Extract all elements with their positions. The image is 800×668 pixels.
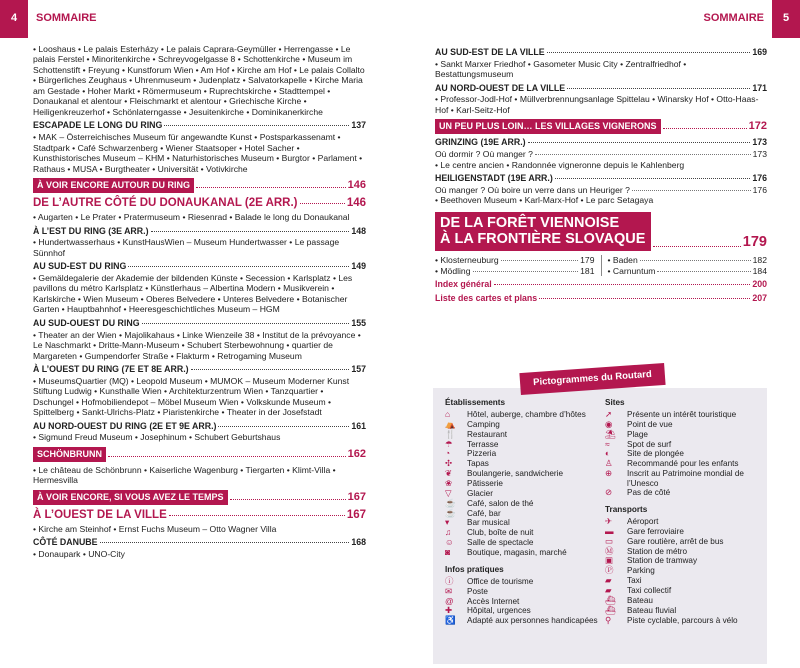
toc-entry-modling[interactable] [435,266,595,276]
leader-dots [632,190,751,191]
est-text: • Hundertwasserhaus • KunstHausWien – Museum Hundertwasser • Le passage Sünnhof [33,237,340,258]
legend-item-label: Station de tramway [627,556,698,566]
toc-label: AU SUD-EST DE LA VILLE [435,47,545,57]
viewpoint-icon: ◉ [605,418,613,429]
legend-list-sites [605,410,765,498]
legend-item [605,488,765,498]
legend-item [445,538,605,548]
interest-icon: ➚ [605,409,613,419]
pizza-icon: ◔ [445,448,451,459]
toc-page: 169 [752,47,767,57]
schonbrunn-text: • Le château de Schönbrunn • Kaiserliche Wagenburg • Tiergarten • Klimt-Villa • Hermesvilla [33,464,336,486]
legend-list-transports [605,517,765,625]
diving-icon: ◐ [605,448,611,459]
leader-dots [555,178,751,179]
leader-dots [567,88,750,89]
legend-item [445,420,605,430]
bakery-icon: ❦ [445,468,453,479]
toc-entry-sudest[interactable] [33,261,366,272]
heiligenstadt-text: • Beethoven Museum • Karl-Marx-Hof • Le parc Setagaya [435,195,654,206]
legend-item-label: Station de métro [627,546,688,556]
toc-page: 146 [347,178,366,191]
toc-page: 200 [752,279,767,290]
toc-page: 161 [351,420,366,431]
leader-dots [169,515,345,516]
beach-icon: ⛱ [605,428,616,439]
legend-item-label: Club, boîte de nuit [467,528,534,538]
toc-label: • Baden [607,255,638,266]
legend-item-label: Bateau fluvial [627,605,677,615]
grinzing-text: • Le centre ancien • Randonnée vigneronne depuis le Kahlenberg [435,159,685,170]
escapade-text: • MAK – Österreichisches Museum für angewandte Kunst • Postsparkassenamt • Stadtpark • Café Schwarzenberg • Wiener Staatsoper • Hotel Sacher • Kunsthistorisches Museum – KHM • Naturhistorisches Museum • Burgtor • Parlament • Rathaus • MUSA • Burgtheater • Universität • Votivkirche [33,132,363,174]
leader-dots [663,128,747,129]
legend-item [605,430,765,440]
surf-icon: ≈ [605,438,610,449]
toc-label: HEILIGENSTADT (19E ARR.) [435,173,553,184]
leader-dots [640,260,751,261]
tram-icon: ▣ [605,555,614,566]
toc-entry-grinzing[interactable] [435,137,767,148]
tapas-icon: ✣ [445,458,453,469]
toc-entry-cartes[interactable] [435,293,767,304]
toc-page: 167 [346,508,366,521]
pictogram-legend [433,369,767,664]
hotel-icon: ⌂ [445,409,451,419]
legend-item-label: Pizzeria [467,449,497,459]
legend-item [445,469,605,479]
leader-dots [108,456,346,457]
toc-label: DE L’AUTRE CÔTÉ DU DONAUKANAL (2E ARR.) [33,197,298,210]
ouest-ville-text: • Kirche am Steinhof • Ernst Fuchs Museum – Otto Wagner Villa [33,523,277,534]
sudouest-text: • Theater an der Wien • Majolikahaus • Linke Wienzeile 38 • Institut de la prévoyance • Le Naschmarkt • Dritte-Mann-Museum • Schubert Sterbewohnung • quartier de Margareten • Gumpendorfer Straße • Flakturm • Retrogaming Museum [33,329,361,361]
legend-item [605,566,765,576]
toc-entry-donaukanal[interactable] [33,196,366,210]
cocktail-icon: ▾ [445,517,450,528]
legend-item-label: Aéroport [627,517,659,527]
leader-dots [547,52,751,53]
toc-page: 176 [752,184,767,195]
leader-dots [196,187,346,188]
toc-page: 171 [752,82,767,93]
toc-entry-est[interactable] [33,226,366,237]
toc-entry-index[interactable] [435,279,767,290]
foret-items-col-b [602,255,768,276]
leader-dots [142,323,350,324]
legend-item-label: Présente un intérêt touristique [627,410,737,419]
nightclub-icon: ♫ [445,527,452,538]
legend-item [445,410,605,420]
toc-entry-heiligenstadt[interactable] [435,173,767,184]
terrace-icon: ☂ [445,438,453,449]
toc-page: 172 [748,120,767,133]
toc-page: 179 [580,255,595,266]
legend-item-label: Gare ferroviaire [627,526,684,536]
legend-item-label: Salle de spectacle [467,538,534,548]
leader-dots [653,246,740,247]
toc-page: 149 [351,261,366,272]
legend-item-label: Tapas [467,459,489,469]
toc-entry-sudest-ville[interactable] [435,47,767,58]
toc-page: 137 [351,120,366,131]
toc-label: AU SUD-EST DU RING [33,261,127,272]
toc-entry-schonbrunn[interactable] [33,447,366,462]
toc-entry-ouest[interactable] [33,364,366,375]
toc-entry-nordouest-ville[interactable] [435,83,767,94]
right-page-title: SOMMAIRE [703,12,764,25]
toc-entry-escapade[interactable] [33,120,366,131]
accessible-icon: ♿ [445,615,456,626]
sudest-ville-text: • Sankt Marxer Friedhof • Gasometer Music City • Zentralfriedhof • Bestattungsmuseum [435,58,687,80]
toc-page: 181 [580,265,595,276]
legend-item-label: Restaurant [467,429,508,439]
legend-item-label: Pas de côté [627,488,671,498]
toc-page: 173 [752,149,767,160]
foret-title-line1: DE LA FORÊT VIENNOISE [440,214,620,231]
bus-icon: ▭ [605,535,614,546]
legend-item-label: Terrasse [467,439,499,449]
train-icon: ▬ [605,525,614,536]
legend-item [605,449,765,459]
shared-taxi-icon: ▰ [605,585,612,596]
legend-heading-infos: Infos pratiques [445,564,504,574]
legend-item [445,430,605,440]
legend-item [605,576,765,586]
toc-label: ESCAPADE LE LONG DU RING [33,120,163,131]
legend-item [445,606,605,616]
toc-label: À L’EST DU RING (3E ARR.) [33,225,149,236]
foret-title-box [435,212,651,251]
toc-page: 173 [752,137,767,148]
legend-item-label: Recommandé pour les enfants [627,459,739,469]
legend-item-label: Office de tourisme [467,576,534,586]
legend-item [605,537,765,547]
toc-entry-villages[interactable] [435,119,767,134]
foret-items [435,255,767,276]
boat-icon: ⛴ [605,594,616,605]
legend-item [445,587,605,597]
toc-entry-danube[interactable] [33,537,366,548]
legend-item [445,616,605,626]
ouest-text: • MuseumsQuartier (MQ) • Leopold Museum • MUMOK – Museum Moderner Kunst Stiftung Ludwig • Kunsthalle Wien • Architekturzentrum Wien • Tanzquartier • Dschungel • Hofmobiliendepot – Möbel Museum Wien • Volkskunde Museum • Spittelberg • Sankt-Ulrichs-Platz • Piaristenkirche • Theater in der Josefstadt [33,375,350,418]
legend-item-label: Adapté aux personnes handicapées [467,616,598,626]
leader-dots [218,426,349,427]
legend-item [445,548,605,558]
toc-label: À L’OUEST DU RING (7E ET 8E ARR.) [33,364,189,375]
shop-icon: ◙ [445,547,451,558]
legend-item-label: Bateau [627,595,653,605]
toc-entry-autour[interactable] [33,178,366,193]
legend-item-label: Parking [627,566,655,576]
toc-page: 176 [752,173,767,184]
toc-entry-encore[interactable] [33,490,366,505]
leader-dots [494,284,751,285]
parking-icon: Ⓟ [605,565,614,576]
toc-label: À VOIR ENCORE, SI VOUS AVEZ LE TEMPS [33,490,228,505]
legend-item [605,420,765,430]
toc-page: 179 [742,233,767,250]
legend-item-label: Glacier [467,488,493,498]
intro-text: • Looshaus • Le palais Esterházy • Le palais Caprara-Geymüller • Herrengasse • Le palais Ferstel • Minoritenkirche • Schreyvogelgasse 8 • Schottenkirche • Museum im Schottenstift • Freyung • Kunstforum Wien • Am Hof • Kirche am Hof • Le palais Collalto • Bürgerliches Zeughaus • Uhrenmuseum • Judenplatz • Salvatorkapelle • Kirche Maria am Gestade • Hoher Markt • Römermuseum • Ruprechtskirche • Stadttempel • Donaukanal et alentour • Fleischmarkt et alentour • Griechische Kirche • Heiligenkreuzerhof • Schönlaterngasse • Jesuitenkirche • Dominikanerkirche [33,44,365,117]
toc-page: 162 [347,447,366,460]
leader-dots [539,298,750,299]
legend-item-label: Café, bar [467,508,501,518]
legend-item [605,596,765,606]
legend-item [605,517,765,527]
legend-item [605,606,765,616]
taxi-icon: ▰ [605,575,612,586]
metro-icon: Ⓜ [605,545,614,556]
pastry-icon: ❀ [445,478,453,489]
toc-label: UN PEU PLUS LOIN… LES VILLAGES VIGNERONS [435,119,661,134]
legend-item [445,509,605,519]
donaukanal-text: • Augarten • Le Prater • Pratermuseum • Riesenrad • Balade le long du Donaukanal [33,212,350,223]
toc-entry-grinzing-dormir[interactable] [435,149,767,159]
right-page-number: 5 [772,0,800,38]
legend-item [605,440,765,450]
legend-item-label: Point de vue [627,419,673,429]
toc-entry-klosterneuburg[interactable] [435,255,595,265]
camping-icon: ⛺ [445,418,456,429]
legend-item [605,459,765,469]
toc-label: CÔTÉ DANUBE [33,537,98,548]
legend-item [605,469,765,488]
legend-heading-transports: Transports [605,505,648,515]
toc-label: À VOIR ENCORE AUTOUR DU RING [33,178,194,193]
internet-icon: @ [445,595,454,606]
toc-entry-foret[interactable] [435,212,767,251]
coffee-icon: ☕ [445,507,456,518]
toc-label: AU SUD-OUEST DU RING [33,317,140,328]
toc-page: 157 [351,364,366,375]
leader-dots [230,499,346,500]
unesco-icon: ⊕ [605,468,613,479]
toc-label: Liste des cartes et plans [435,292,538,303]
legend-item-label: Boulangerie, sandwicherie [467,469,564,479]
nordouest-text: • Sigmund Freud Museum • Josephinum • Schubert Geburtshaus [33,432,281,443]
legend-item [445,499,605,509]
foret-items-col-a [435,255,602,276]
legend-list-infos [445,577,605,626]
toc-label: À L’OUEST DE LA VILLE [33,508,167,521]
toc-page: 146 [346,197,366,210]
leader-dots [100,542,350,543]
sudest-text: • Gemäldegalerie der Akademie der bildenden Künste • Secession • Karlsplatz • Les pavillons du métro Karlsplatz • Künstlerhaus – Albertina Modern • Musikverein • Karlskirche • Wien Museum • Oberes Belvedere • Unteres Belvedere • Botanischer Garten • Hauptbahnhof • Heeresgeschichtliches Museum – HGM [33,272,353,315]
legend-item [605,547,765,557]
toc-label: • Carnuntum [607,265,656,276]
legend-item [445,449,605,459]
legend-item [605,556,765,566]
hospital-icon: ✚ [445,605,453,616]
legend-item [445,459,605,469]
legend-item-label: Camping [467,419,500,429]
tea-icon: ☕ [445,497,456,508]
toc-page: 168 [351,537,366,548]
right-column [435,44,767,304]
toc-entry-nordouest[interactable] [33,421,366,432]
legend-item [445,597,605,607]
legend-item-label: Taxi [627,576,642,586]
toc-label: • Mödling [435,265,471,276]
icecream-icon: ▽ [445,487,452,498]
toc-label: AU NORD-OUEST DE LA VILLE [435,82,566,93]
left-page-number: 4 [0,0,28,38]
leader-dots [151,231,350,232]
legend-item-label: Poste [467,586,488,596]
theater-icon: ☺ [445,537,454,548]
legend-item [445,489,605,499]
leader-dots [473,271,579,272]
legend-item-label: Plage [627,429,648,439]
legend-item [445,528,605,538]
legend-item-label: Piste cyclable, parcours à vélo [627,615,738,625]
toc-label: SCHÖNBRUNN [33,447,106,462]
legend-item [445,440,605,450]
danube-text: • Donaupark • UNO-City [33,549,125,560]
nordouest-ville-text: • Professor-Jodl-Hof • Müllverbrennungsanlage Spittelau • Winarsky Hof • Otto-Haas-Hof • Karl-Seitz-Hof [435,94,759,115]
legend-item [605,527,765,537]
legend-item-label: Gare routière, arrêt de bus [627,536,724,546]
airport-icon: ✈ [605,516,613,527]
toc-entry-heiligenstadt-manger[interactable] [435,185,767,195]
toc-label: AU NORD-OUEST DU RING (2E ET 9E ARR.) [33,420,217,431]
legend-col-b [605,398,765,626]
toc-page: 167 [347,490,366,503]
legend-item-label: Hôtel, auberge, chambre d’hôtes [467,410,586,419]
toc-entry-carnuntum[interactable] [608,266,768,276]
legend-list-etablissements [445,410,605,558]
leader-dots [191,369,350,370]
legend-item [445,479,605,489]
toc-entry-baden[interactable] [608,255,768,265]
legend-item-label: Pâtisserie [467,479,503,489]
leader-dots [501,260,578,261]
leader-dots [528,142,751,143]
toc-page: 207 [752,292,767,303]
restaurant-icon: 🍴 [445,428,456,439]
legend-item [445,577,605,587]
legend-item [605,616,765,626]
legend-item-label: Boutique, magasin, marché [467,548,567,558]
toc-page: 182 [752,255,767,266]
legend-item-label: Taxi collectif [627,586,672,596]
no-side-icon: ⊘ [605,487,613,498]
leader-dots [657,271,750,272]
legend-item [605,410,765,420]
legend-heading-sites: Sites [605,398,625,407]
leader-dots [128,266,349,267]
legend-item-label: Hôpital, urgences [467,606,531,616]
toc-entry-sudouest[interactable] [33,318,366,329]
leader-dots [300,203,345,204]
toc-label: Index général [435,279,492,290]
legend-item-label: Accès Internet [467,596,520,606]
foret-title-line2: À LA FRONTIÈRE SLOVAQUE [440,230,646,247]
toc-label: Où manger ? Où boire un verre dans un Heuriger ? [435,184,630,195]
toc-label: Où dormir ? Où manger ? [435,149,533,160]
legend-item-label: Site de plongée [627,449,684,459]
legend-item-label: Bar musical [467,518,510,528]
toc-page: 148 [351,225,366,236]
legend-item-label: Inscrit au Patrimoine mondial de l’Unesco [627,469,744,488]
legend-item-label: Café, salon de thé [467,498,534,508]
left-page-header [0,0,400,38]
legend-col-a [445,398,605,626]
right-page-header [400,0,800,38]
toc-page: 155 [351,317,366,328]
toc-entry-ouest-ville[interactable] [33,508,366,522]
river-boat-icon: ⛴ [605,604,616,615]
bike-icon: ⚲ [605,614,612,625]
left-page-title: SOMMAIRE [36,12,97,25]
toc-label: • Klosterneuburg [435,255,499,266]
legend-item [605,586,765,596]
toc-label: GRINZING (19E ARR.) [435,137,526,148]
leader-dots [164,125,349,126]
leader-dots [535,154,751,155]
post-icon: ✉ [445,585,453,596]
tourism-office-icon: ⓘ [445,575,454,586]
legend-heading-etablissements: Établissements [445,398,506,407]
legend-item [445,518,605,528]
kids-icon: ♙ [605,458,613,469]
left-column [33,44,366,561]
legend-title: Pictogrammes du Routard [519,363,665,395]
legend-item-label: Spot de surf [627,439,672,449]
toc-page: 184 [752,265,767,276]
